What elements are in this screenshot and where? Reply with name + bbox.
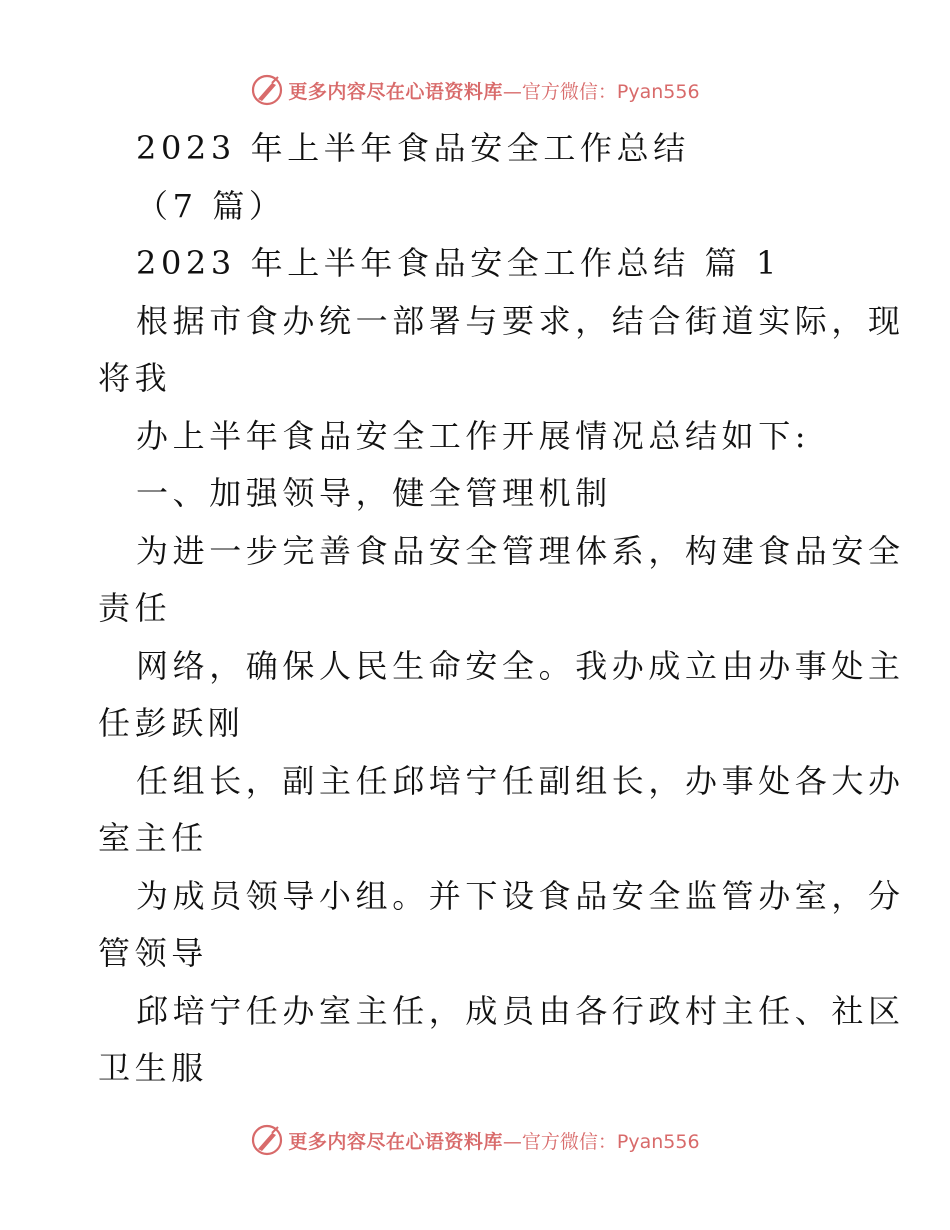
paragraph-line: 办上半年食品安全工作开展情况总结如下: [136, 416, 811, 455]
footer-watermark-banner [0, 1120, 950, 1160]
subsection-heading: 一、加强领导，健全管理机制 [136, 474, 612, 512]
banner-inner [250, 73, 699, 107]
paragraph-line: 卫生服 [98, 1049, 208, 1087]
document-body [98, 120, 905, 1098]
doc-title: 2023 年上半年食品安全工作总结 [136, 129, 690, 167]
paragraph-line: 管领导 [98, 934, 208, 972]
doc-title-count: （7 篇） [136, 186, 286, 225]
paragraph-line: 责任 [98, 589, 172, 627]
paragraph-line: 为成员领导小组。并下设食品安全监管办室，分 [136, 876, 905, 915]
paragraph-line: 邱培宁任办室主任，成员由各行政村主任、社区 [136, 991, 905, 1030]
paragraph-line: 为进一步完善食品安全管理体系，构建食品安全 [136, 531, 905, 570]
paragraph-line: 室主任 [98, 819, 208, 857]
banner-main-text: 更多内容尽在心语资料库 [288, 80, 503, 103]
banner-inner [250, 1123, 699, 1157]
paragraph-line: 任彭跃刚 [98, 704, 245, 742]
quill-pen-logo-icon [250, 1123, 284, 1157]
paragraph-line: 任组长，副主任邱培宁任副组长，办事处各大办 [136, 761, 905, 800]
paragraph-line: 将我 [98, 359, 172, 397]
paragraph-line: 网络，确保人民生命安全。我办成立由办事处主 [136, 646, 905, 685]
banner-sub-text: —官方微信：Pyan556 [502, 80, 700, 103]
section-heading: 2023 年上半年食品安全工作总结 篇 1 [136, 244, 781, 282]
banner-main-text: 更多内容尽在心语资料库 [288, 1130, 503, 1153]
paragraph-line: 根据市食办统一部署与要求，结合街道实际，现 [136, 301, 905, 340]
banner-sub-text: —官方微信：Pyan556 [502, 1130, 700, 1153]
quill-pen-logo-icon [250, 73, 284, 107]
header-watermark-banner [0, 70, 950, 110]
